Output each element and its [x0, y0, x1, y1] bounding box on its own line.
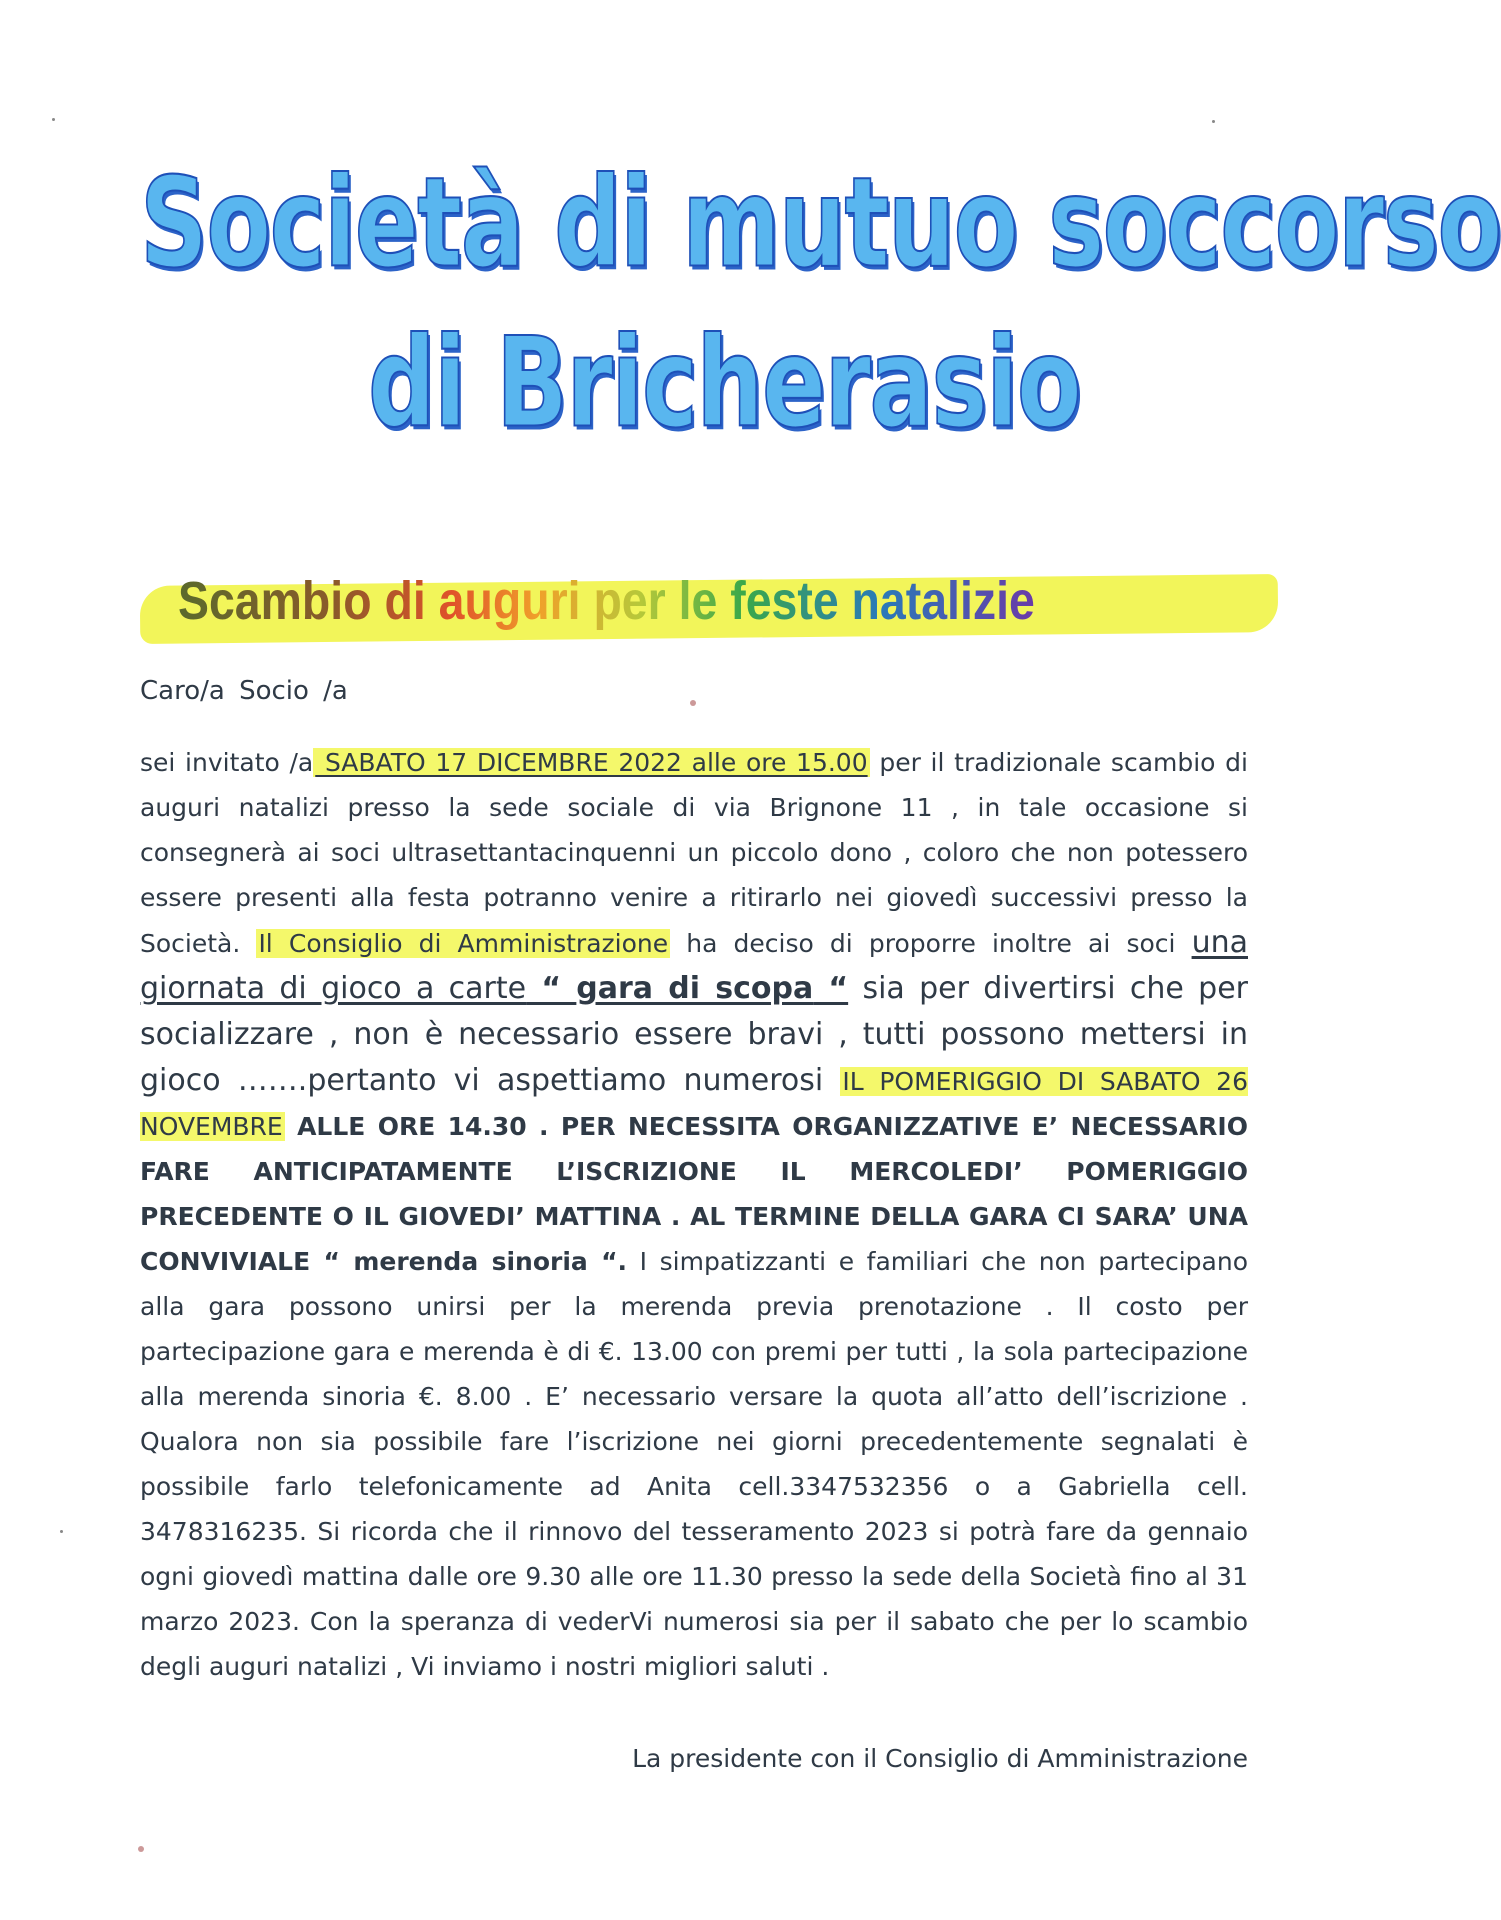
afternoon-highlight: IL POMERIGGIO DI SABATO 26 NOVEMBRE [140, 1067, 1248, 1141]
registration-notice: ALLE ORE 14.30 . PER NECESSITA ORGANIZZATIVE E’ NECESSARIO FARE ANTICIPATAMENTE L’ISCRIZIONE IL MERCOLEDI’ POMERIGGIO PRECEDENTE O IL GIOVEDI’ MATTINA . AL TERMINE DELLA GARA CI SARA’ UNA CONVIVIALE “ merenda sinoria “. [140, 1112, 1248, 1276]
body-text-proposal: ha deciso di proporre inoltre ai soci [670, 929, 1192, 958]
greeting: Caro/a Socio /a [140, 676, 348, 706]
body-text-details: I simpatizzanti e familiari che non partecipano alla gara possono unirsi per la merenda previa prenotazione . Il costo per partecipazione gara e merenda è di €. 13.00 con premi per tutti , la sola partecipazione alla merenda sinoria €. 8.00 . E’ necessario versare la quota all’atto dell’iscrizione . Qualora non sia possibile fare l’iscrizione nei giorni precedentemente segnalati è possibile farlo telefonicamente ad Anita cell.3347532356 o a Gabriella cell. 3478316235. Si ricorda che il rinnovo del tesseramento 2023 si potrà fare da gennaio ogni giovedì mattina dalle ore 9.30 alle ore 11.30 presso la sede della Società fino al 31 marzo 2023. Con la speranza di vederVi numerosi sia per il sabato che per lo scambio degli auguri natalizi , Vi inviamo i nostri migliori saluti . [140, 1247, 1248, 1681]
quote-close: “ [813, 971, 849, 1006]
body-text-invite: sei invitato /a [140, 748, 314, 777]
scan-speck [690, 700, 696, 706]
card-game-day: una giornata di gioco a carte [140, 925, 1248, 1006]
subtitle-block [140, 566, 1280, 656]
subtitle: Scambio di auguri per le feste natalizie [178, 571, 1035, 631]
letter-body [140, 740, 1248, 1689]
title-line-1: Società di mutuo soccorso [140, 150, 1501, 295]
scan-speck [52, 118, 55, 121]
scopa-tournament: gara di scopa [576, 971, 814, 1006]
event-date-highlight: SABATO 17 DICEMBRE 2022 alle ore 15.00 [315, 748, 868, 777]
council-highlight: Il Consiglio di Amministrazione [258, 929, 669, 958]
body-text-socialize: sia per divertirsi che per socializzare , non è necessario essere bravi , tutti possono mettersi in gioco …….pertanto vi aspettiamo numerosi [140, 971, 1248, 1098]
quote-open: “ [526, 971, 577, 1006]
scan-speck [1212, 120, 1215, 123]
title-line-2: di Bricherasio [368, 310, 1081, 455]
scan-speck [60, 1530, 63, 1533]
body-text-gathering: per il tradizionale scambio di auguri natalizi presso la sede sociale di via Brignone 11 , in tale occasione si consegnerà ai soci ultrasettantacinquenni un piccolo dono , coloro che non potessero essere presenti alla festa potranno venire a ritirarlo nei giovedì successivi presso la Società. [140, 748, 1248, 958]
signature: La presidente con il Consiglio di Amministrazione [632, 1744, 1248, 1773]
scan-speck [138, 1846, 144, 1852]
